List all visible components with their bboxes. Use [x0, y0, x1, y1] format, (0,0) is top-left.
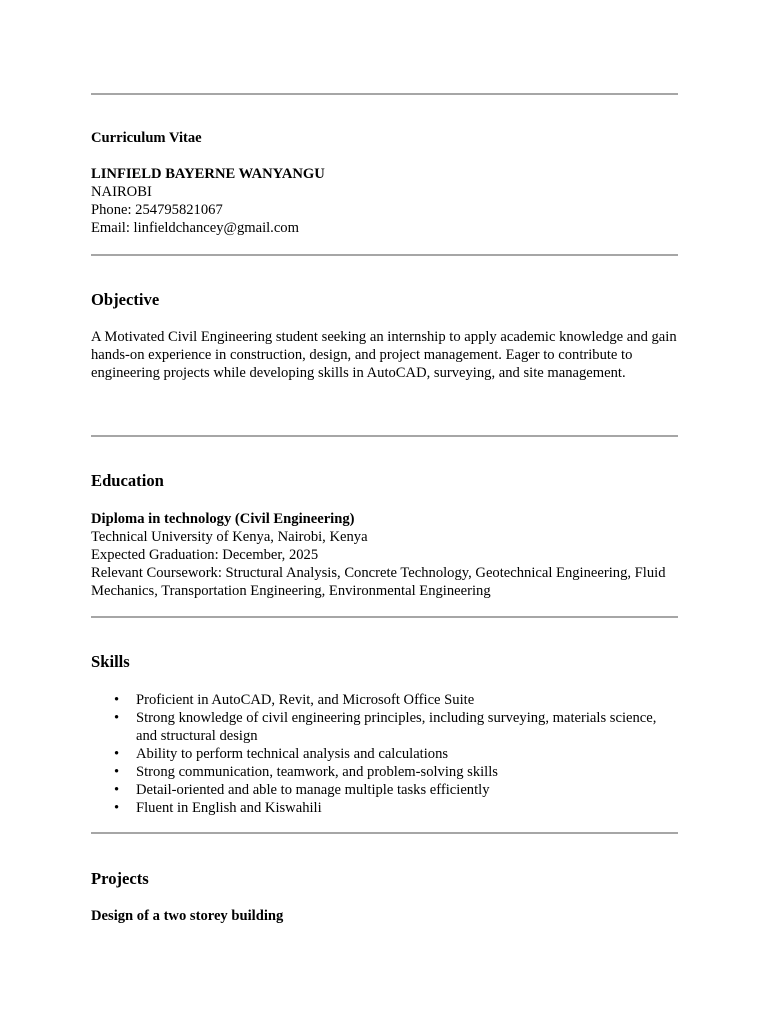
cv-header: [91, 129, 678, 147]
document-title: Curriculum Vitae: [91, 130, 202, 146]
objective-body: [91, 328, 678, 382]
education-body: [91, 510, 678, 600]
education-institution: Technical University of Kenya, Nairobi, Kenya: [91, 529, 368, 545]
education-coursework: Relevant Coursework: Structural Analysis, Concrete Technology, Geotechnical Engineering, Fluid Mechanics, Transportation Engineering, Environmental Engineering: [91, 565, 666, 599]
education-graduation: Expected Graduation: December, 2025: [91, 547, 319, 563]
objective-text: A Motivated Civil Engineering student seeking an internship to apply academic knowledge and gain hands-on experience in construction, design, and project management. Eager to contribute to engineering projects while developing skills in AutoCAD, surveying, and site management.: [91, 329, 677, 381]
skills-section: [91, 652, 678, 672]
list-item: • Fluent in English and Kiswahili: [91, 799, 678, 817]
section-divider: [91, 435, 678, 437]
skills-list: [91, 691, 678, 817]
list-item: • Detail-oriented and able to manage multiple tasks efficiently: [91, 781, 678, 799]
objective-section: [91, 290, 678, 310]
section-divider: [91, 616, 678, 618]
projects-section: [91, 869, 678, 889]
projects-heading: Projects: [91, 869, 149, 888]
projects-body: [91, 907, 678, 925]
objective-heading: Objective: [91, 290, 160, 309]
candidate-email: Email: linfieldchancey@gmail.com: [91, 220, 299, 236]
education-degree: Diploma in technology (Civil Engineering): [91, 511, 355, 527]
candidate-city: NAIROBI: [91, 184, 152, 200]
education-heading: Education: [91, 471, 164, 490]
contact-block: [91, 165, 678, 237]
education-section: [91, 471, 678, 491]
candidate-phone: Phone: 254795821067: [91, 202, 223, 218]
list-item: • Ability to perform technical analysis and calculations: [91, 745, 678, 763]
list-item: • Proficient in AutoCAD, Revit, and Microsoft Office Suite: [91, 691, 678, 709]
project-title: Design of a two storey building: [91, 908, 284, 924]
candidate-name: LINFIELD BAYERNE WANYANGU: [91, 166, 325, 182]
section-divider: [91, 93, 678, 95]
skills-heading: Skills: [91, 652, 130, 671]
list-item: • Strong knowledge of civil engineering principles, including surveying, materials science, and structural design: [91, 709, 678, 745]
skills-body: [91, 691, 678, 817]
list-item: • Strong communication, teamwork, and problem-solving skills: [91, 763, 678, 781]
section-divider: [91, 254, 678, 256]
section-divider: [91, 832, 678, 834]
